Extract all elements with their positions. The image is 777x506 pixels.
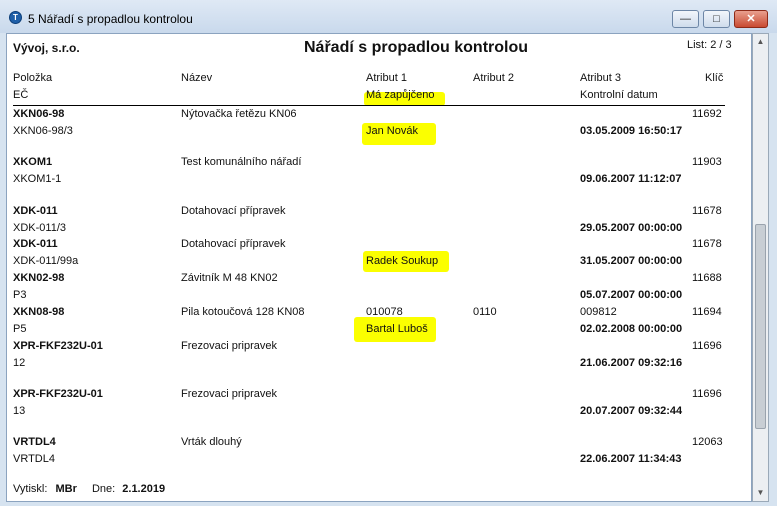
- row-borrower: Jan Novák: [366, 125, 418, 137]
- footer: [13, 483, 165, 495]
- scroll-down-icon[interactable]: ▼: [756, 488, 765, 497]
- row-date: 09.06.2007 11:12:07: [580, 173, 682, 185]
- row-ec: VRTDL4: [13, 453, 55, 465]
- row-name: Závitník M 48 KN02: [181, 272, 278, 284]
- header-divider: [13, 105, 725, 106]
- row-key: 11678: [692, 205, 722, 217]
- row-date: 29.05.2007 00:00:00: [580, 222, 683, 234]
- row-ec: 13: [13, 405, 26, 417]
- window-title: 5 Nářadí s propadlou kontrolou: [28, 12, 193, 26]
- row-code: XKN06-98: [13, 108, 65, 120]
- row-name: Pila kotoučová 128 KN08: [181, 306, 305, 318]
- print-date-label: Dne:: [91, 483, 116, 495]
- row-name: Test komunálního nářadí: [181, 156, 302, 168]
- row-key: 12063: [692, 436, 723, 448]
- row-attr3: 009812: [580, 306, 617, 318]
- col-header-polozka: Položka: [13, 72, 53, 84]
- row-code: XPR-FKF232U-01: [13, 340, 103, 352]
- row-name: Dotahovací přípravek: [181, 205, 286, 217]
- row-code: XDK-011: [13, 205, 58, 217]
- row-date: 03.05.2009 16:50:17: [580, 125, 683, 137]
- minimize-button[interactable]: —: [672, 10, 699, 28]
- row-borrower: Radek Soukup: [366, 255, 439, 267]
- col-header-atribut1: Atribut 1: [366, 72, 407, 84]
- row-key: 11692: [692, 108, 722, 120]
- window-titlebar: [0, 0, 777, 33]
- row-date: 22.06.2007 11:34:43: [580, 453, 682, 465]
- row-name: Dotahovací přípravek: [181, 238, 286, 250]
- row-name: Frezovaci pripravek: [181, 388, 277, 400]
- row-key: 11688: [692, 272, 722, 284]
- row-attr1: 010078: [366, 306, 403, 318]
- row-name: Frezovaci pripravek: [181, 340, 277, 352]
- row-date: 31.05.2007 00:00:00: [580, 255, 683, 267]
- row-name: Nýtovačka řetězu KN06: [181, 108, 297, 120]
- row-key: 11678: [692, 238, 722, 250]
- maximize-button[interactable]: □: [703, 10, 730, 28]
- printed-by-label: Vytiskl:: [13, 483, 48, 495]
- row-code: XKN02-98: [13, 272, 65, 284]
- page-indicator: List: 2 / 3: [687, 39, 732, 51]
- row-ec: XKN06-98/3: [13, 125, 73, 137]
- row-key: 11903: [692, 156, 722, 168]
- row-attr2: 0110: [473, 306, 497, 318]
- row-ec: 12: [13, 357, 26, 369]
- col-header-nazev: Název: [181, 72, 213, 84]
- company-name: Vývoj, s.r.o.: [13, 41, 80, 55]
- col-header-ma-zapujceno: Má zapůjčeno: [366, 89, 435, 101]
- row-key: 11694: [692, 306, 722, 318]
- row-code: XDK-011: [13, 238, 58, 250]
- row-date: 05.07.2007 00:00:00: [580, 289, 683, 301]
- row-ec: XDK-011/99a: [13, 255, 79, 267]
- row-code: XKOM1: [13, 156, 53, 168]
- row-code: XKN08-98: [13, 306, 65, 318]
- scroll-thumb[interactable]: [755, 224, 766, 429]
- row-borrower: Bartal Luboš: [366, 323, 428, 335]
- row-ec: XKOM1-1: [13, 173, 62, 185]
- col-header-ec: EČ: [13, 89, 29, 101]
- vertical-scrollbar[interactable]: [752, 33, 769, 502]
- report-page: [6, 33, 752, 502]
- col-header-klic: Klíč: [705, 72, 724, 84]
- printed-by-value: MBr: [55, 483, 77, 495]
- row-code: XPR-FKF232U-01: [13, 388, 103, 400]
- row-key: 11696: [692, 388, 722, 400]
- print-date-value: 2.1.2019: [122, 483, 166, 495]
- col-header-atribut2: Atribut 2: [473, 72, 514, 84]
- app-logo-icon: T: [9, 11, 22, 24]
- row-code: VRTDL4: [13, 436, 56, 448]
- col-header-kontrolni-datum: Kontrolní datum: [580, 89, 658, 101]
- row-key: 11696: [692, 340, 722, 352]
- close-button[interactable]: ✕: [734, 10, 768, 28]
- scroll-up-icon[interactable]: ▲: [756, 37, 765, 46]
- row-name: Vrták dlouhý: [181, 436, 242, 448]
- col-header-atribut3: Atribut 3: [580, 72, 621, 84]
- row-date: 02.02.2008 00:00:00: [580, 323, 683, 335]
- row-ec: XDK-011/3: [13, 222, 66, 234]
- row-date: 21.06.2007 09:32:16: [580, 357, 683, 369]
- row-date: 20.07.2007 09:32:44: [580, 405, 683, 417]
- report-title: Nářadí s propadlou kontrolou: [304, 39, 529, 56]
- row-ec: P5: [13, 323, 27, 335]
- row-ec: P3: [13, 289, 27, 301]
